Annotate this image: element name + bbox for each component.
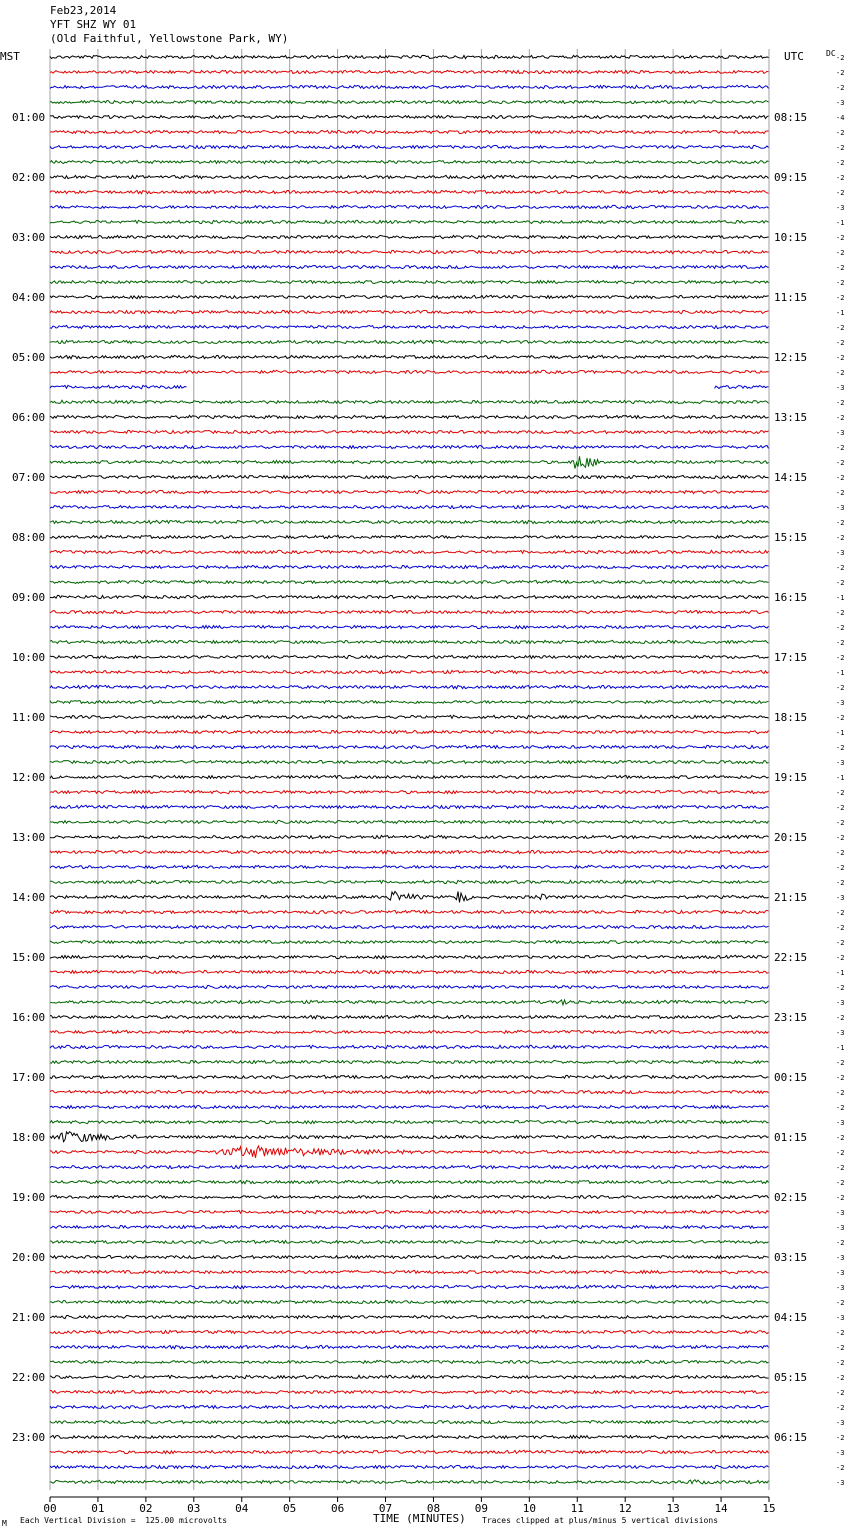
utc-hour-label: 16:15 xyxy=(774,591,808,604)
x-tick-label: 09 xyxy=(474,1502,489,1515)
mst-hour-label: 06:00 xyxy=(12,411,46,424)
seismic-trace xyxy=(50,160,769,163)
plot-date: Feb23,2014 xyxy=(50,4,117,17)
dc-offset-label: -3 xyxy=(836,1479,845,1487)
utc-hour-label: 20:15 xyxy=(774,831,808,844)
dc-offset-label: -2 xyxy=(836,1059,845,1067)
utc-hour-label: 21:15 xyxy=(774,891,808,904)
mst-hour-label: 04:00 xyxy=(12,291,46,304)
dc-offset-label: -2 xyxy=(836,1389,845,1397)
seismic-trace xyxy=(50,1360,769,1363)
seismic-trace xyxy=(50,115,769,118)
mst-hour-label: 23:00 xyxy=(12,1431,46,1444)
dc-offset-label: -2 xyxy=(836,474,845,482)
utc-hour-label: 00:15 xyxy=(774,1071,808,1084)
dc-offset-label: -3 xyxy=(836,429,845,437)
x-tick-label: 01 xyxy=(91,1502,105,1515)
dc-offset-label: -2 xyxy=(836,324,845,332)
utc-hour-label: 22:15 xyxy=(774,951,808,964)
seismic-trace xyxy=(50,490,769,493)
seismic-trace xyxy=(50,415,769,418)
utc-hour-label: 23:15 xyxy=(774,1011,808,1024)
dc-offset-label: -2 xyxy=(836,1374,845,1382)
dc-offset-label: -2 xyxy=(836,954,845,962)
dc-offset-label: -3 xyxy=(836,1119,845,1127)
dc-offset-label: -2 xyxy=(836,459,845,467)
dc-offset-label: -3 xyxy=(836,1209,845,1217)
dc-offset-label: -2 xyxy=(836,984,845,992)
dc-offset-label: -2 xyxy=(836,264,845,272)
seismic-trace xyxy=(50,880,769,883)
seismic-trace xyxy=(50,400,769,403)
dc-offset-label: -2 xyxy=(836,519,845,527)
dc-offset-label: -3 xyxy=(836,384,845,392)
dc-offset-label: -2 xyxy=(836,1149,845,1157)
utc-hour-label: 05:15 xyxy=(774,1371,808,1384)
dc-offset-label: -2 xyxy=(836,1134,845,1142)
mst-hour-label: 17:00 xyxy=(12,1071,46,1084)
dc-offset-label: -3 xyxy=(836,999,845,1007)
dc-offset-label: -3 xyxy=(836,1284,845,1292)
seismic-trace xyxy=(50,235,769,238)
dc-offset-label: -2 xyxy=(836,1329,845,1337)
mst-hour-label: 05:00 xyxy=(12,351,46,364)
seismic-trace xyxy=(50,1180,769,1183)
utc-hour-label: 10:15 xyxy=(774,231,808,244)
seismic-trace xyxy=(50,85,769,88)
x-tick-label: 10 xyxy=(522,1502,536,1515)
dc-offset-label: -2 xyxy=(836,444,845,452)
seismic-trace xyxy=(50,745,769,748)
seismic-trace xyxy=(50,760,769,763)
right-zone-label: UTC xyxy=(784,50,804,63)
utc-hour-label: 08:15 xyxy=(774,111,808,124)
dc-offset-label: -1 xyxy=(836,309,845,317)
dc-offset-label: -2 xyxy=(836,1089,845,1097)
dc-offset-label: -2 xyxy=(836,174,845,182)
mst-hour-label: 19:00 xyxy=(12,1191,46,1204)
seismic-trace xyxy=(50,790,769,793)
seismic-trace xyxy=(50,385,769,388)
seismic-trace xyxy=(50,340,769,343)
dc-offset-label: -2 xyxy=(836,249,845,257)
mst-hour-label: 22:00 xyxy=(12,1371,46,1384)
seismic-trace xyxy=(50,266,769,269)
dc-offset-label: -1 xyxy=(836,219,845,227)
dc-offset-label: -3 xyxy=(836,1269,845,1277)
seismic-trace xyxy=(50,1225,769,1228)
dc-offset-label: -3 xyxy=(836,759,845,767)
dc-offset-label: -3 xyxy=(836,99,845,107)
seismic-trace xyxy=(50,625,769,628)
x-tick-label: 05 xyxy=(283,1502,297,1515)
dc-offset-label: -2 xyxy=(836,609,845,617)
seismic-trace xyxy=(50,670,769,673)
seismic-trace xyxy=(50,1146,769,1158)
seismic-trace xyxy=(50,1060,769,1063)
utc-hour-label: 14:15 xyxy=(774,471,808,484)
x-tick-label: 13 xyxy=(666,1502,680,1515)
seismic-trace xyxy=(50,595,769,598)
dc-offset-label: -2 xyxy=(836,1164,845,1172)
dc-offset-label: -2 xyxy=(836,1464,845,1472)
dc-offset-label: -2 xyxy=(836,1404,845,1412)
dc-offset-label: -2 xyxy=(836,1179,845,1187)
seismic-trace xyxy=(50,1030,769,1033)
seismic-trace xyxy=(50,430,769,433)
seismic-trace xyxy=(50,1000,769,1005)
dc-offset-label: -2 xyxy=(836,129,845,137)
utc-hour-label: 13:15 xyxy=(774,411,808,424)
dc-offset-label: -3 xyxy=(836,894,845,902)
seismic-trace xyxy=(50,310,769,313)
seismic-trace xyxy=(50,1075,769,1078)
seismic-trace xyxy=(50,456,769,468)
seismic-trace xyxy=(50,1375,769,1378)
seismic-trace xyxy=(50,1285,769,1288)
dc-offset-label: -2 xyxy=(836,489,845,497)
mst-hour-label: 14:00 xyxy=(12,891,46,904)
seismic-trace xyxy=(50,131,769,134)
seismic-trace xyxy=(50,370,769,373)
seismic-trace xyxy=(50,730,769,733)
seismic-trace xyxy=(50,250,769,253)
dc-offset-label: -2 xyxy=(836,339,845,347)
dc-offset-label: -2 xyxy=(836,1104,845,1112)
seismic-trace xyxy=(50,355,769,358)
dc-offset-label: -2 xyxy=(836,1359,845,1367)
dc-offset-label: -2 xyxy=(836,369,845,377)
mst-hour-label: 03:00 xyxy=(12,231,46,244)
dc-offset-label: -3 xyxy=(836,1314,845,1322)
seismic-trace xyxy=(50,101,769,104)
utc-hour-label: 03:15 xyxy=(774,1251,808,1264)
seismic-trace xyxy=(50,850,769,853)
dc-offset-label: -2 xyxy=(836,1074,845,1082)
dc-offset-label: -2 xyxy=(836,1194,845,1202)
utc-hour-label: 17:15 xyxy=(774,651,808,664)
dc-offset-label: -2 xyxy=(836,909,845,917)
seismic-trace xyxy=(50,1435,769,1438)
seismic-trace xyxy=(50,280,769,283)
seismic-trace xyxy=(50,1091,769,1094)
seismic-trace xyxy=(50,535,769,538)
seismic-trace xyxy=(50,835,769,838)
seismic-trace xyxy=(50,1480,769,1484)
dc-offset-label: -2 xyxy=(836,1239,845,1247)
dc-offset-label: -2 xyxy=(836,654,845,662)
seismic-trace xyxy=(50,1345,769,1348)
x-tick-label: 04 xyxy=(235,1502,249,1515)
mst-hour-label: 11:00 xyxy=(12,711,46,724)
dc-offset-label: -2 xyxy=(836,279,845,287)
dc-offset-label: -1 xyxy=(836,1044,845,1052)
seismic-trace xyxy=(50,940,769,943)
mst-hour-label: 20:00 xyxy=(12,1251,46,1264)
mst-hour-label: 16:00 xyxy=(12,1011,46,1024)
seismic-trace xyxy=(50,1270,769,1273)
mst-hour-label: 09:00 xyxy=(12,591,46,604)
dc-offset-label: -1 xyxy=(836,669,845,677)
dc-offset-label: -2 xyxy=(836,399,845,407)
seismic-trace xyxy=(50,1105,769,1108)
dc-offset-label: -4 xyxy=(836,114,845,122)
scale-note: Each Vertical Division = 125.00 microvolts xyxy=(20,1516,228,1525)
seismic-trace xyxy=(50,1421,769,1424)
dc-offset-label: -3 xyxy=(836,1224,845,1232)
mst-hour-label: 07:00 xyxy=(12,471,46,484)
seismic-trace xyxy=(50,1015,769,1018)
seismic-trace xyxy=(50,445,769,448)
dc-offset-label: -3 xyxy=(836,699,845,707)
left-zone-label: MST xyxy=(0,50,20,63)
dc-offset-label: -2 xyxy=(836,714,845,722)
seismic-trace xyxy=(50,520,769,523)
dc-offset-label: -2 xyxy=(836,84,845,92)
seismic-trace xyxy=(50,1405,769,1408)
dc-offset-label: -2 xyxy=(836,1434,845,1442)
seismic-trace xyxy=(50,1165,769,1168)
dc-offset-label: -2 xyxy=(836,294,845,302)
dc-offset-label: -2 xyxy=(836,684,845,692)
dc-offset-label: -2 xyxy=(836,354,845,362)
utc-hour-label: 15:15 xyxy=(774,531,808,544)
utc-hour-label: 18:15 xyxy=(774,711,808,724)
seismic-trace xyxy=(50,926,769,929)
seismic-trace xyxy=(50,970,769,973)
dc-offset-label: -2 xyxy=(836,864,845,872)
seismic-trace xyxy=(50,640,769,643)
utc-hour-label: 12:15 xyxy=(774,351,808,364)
dc-offset-label: -2 xyxy=(836,564,845,572)
x-tick-label: 03 xyxy=(187,1502,201,1515)
dc-offset-label: -3 xyxy=(836,204,845,212)
seismic-trace xyxy=(50,190,769,193)
mst-hour-label: 12:00 xyxy=(12,771,46,784)
seismic-trace xyxy=(50,55,769,58)
seismic-trace xyxy=(50,175,769,178)
dc-offset-label: -2 xyxy=(836,819,845,827)
x-tick-label: 15 xyxy=(762,1502,776,1515)
x-axis-title: TIME (MINUTES) xyxy=(373,1512,466,1525)
dc-offset-label: -2 xyxy=(836,804,845,812)
mst-hour-label: 15:00 xyxy=(12,951,46,964)
x-tick-label: 11 xyxy=(570,1502,584,1515)
x-tick-label: 00 xyxy=(43,1502,57,1515)
seismic-trace xyxy=(50,1120,769,1123)
seismic-trace xyxy=(50,70,769,73)
seismic-trace xyxy=(50,1390,769,1393)
dc-offset-label: -2 xyxy=(836,849,845,857)
dc-offset-label: -2 xyxy=(836,924,845,932)
seismic-trace xyxy=(50,985,769,988)
seismic-trace xyxy=(50,1132,769,1142)
dc-offset-label: -3 xyxy=(836,504,845,512)
dc-offset-label: -2 xyxy=(836,144,845,152)
dc-offset-label: -2 xyxy=(836,69,845,77)
seismic-trace xyxy=(50,610,769,613)
seismic-trace xyxy=(50,1256,769,1259)
seismic-trace xyxy=(50,1045,769,1048)
seismic-trace xyxy=(50,505,769,508)
utc-hour-label: 19:15 xyxy=(774,771,808,784)
dc-offset-label: -2 xyxy=(836,1344,845,1352)
dc-offset-label: -2 xyxy=(836,579,845,587)
station-location: (Old Faithful, Yellowstone Park, WY) xyxy=(50,32,289,45)
x-tick-label: 08 xyxy=(426,1502,441,1515)
utc-hour-label: 11:15 xyxy=(774,291,808,304)
dc-offset-label: -2 xyxy=(836,189,845,197)
mst-hour-label: 10:00 xyxy=(12,651,46,664)
mst-hour-label: 02:00 xyxy=(12,171,46,184)
seismic-trace xyxy=(50,910,769,913)
utc-hour-label: 09:15 xyxy=(774,171,808,184)
seismic-trace xyxy=(50,700,769,703)
utc-hour-label: 06:15 xyxy=(774,1431,808,1444)
seismic-trace xyxy=(50,475,769,478)
mst-hour-label: 21:00 xyxy=(12,1311,46,1324)
seismic-trace xyxy=(50,1450,769,1453)
dc-offset-label: -2 xyxy=(836,744,845,752)
utc-hour-label: 04:15 xyxy=(774,1311,808,1324)
dc-offset-label: -3 xyxy=(836,1029,845,1037)
dc-offset-label: -2 xyxy=(836,414,845,422)
seismic-trace xyxy=(50,655,769,658)
seismic-trace xyxy=(50,820,769,823)
dc-offset-label: -1 xyxy=(836,729,845,737)
dc-offset-label: -3 xyxy=(836,1419,845,1427)
dc-offset-label: -1 xyxy=(836,969,845,977)
seismic-trace xyxy=(50,550,769,553)
x-tick-label: 14 xyxy=(714,1502,728,1515)
dc-offset-label: -3 xyxy=(836,1449,845,1457)
dc-offset-label: -2 xyxy=(836,639,845,647)
mst-hour-label: 08:00 xyxy=(12,531,46,544)
x-tick-label: 02 xyxy=(139,1502,153,1515)
station-name: YFT SHZ WY 01 xyxy=(50,18,137,31)
dc-offset-label: -1 xyxy=(836,774,845,782)
dc-label: DC xyxy=(826,49,836,58)
seismic-trace xyxy=(50,685,769,688)
seismic-trace xyxy=(50,1195,769,1198)
dc-offset-label: -2 xyxy=(836,234,845,242)
seismic-trace xyxy=(50,805,769,808)
dc-offset-label: -2 xyxy=(836,1014,845,1022)
x-tick-label: 12 xyxy=(618,1502,632,1515)
seismic-trace xyxy=(50,220,769,223)
dc-offset-label: -1 xyxy=(836,594,845,602)
clip-note: Traces clipped at plus/minus 5 vertical divisions xyxy=(482,1516,719,1525)
dc-offset-label: -2 xyxy=(836,879,845,887)
seismic-trace xyxy=(50,295,769,298)
seismic-trace xyxy=(50,1315,769,1318)
x-tick-label: 07 xyxy=(378,1502,393,1515)
dc-offset-label: -2 xyxy=(836,789,845,797)
mst-hour-label: 18:00 xyxy=(12,1131,46,1144)
dc-offset-label: -2 xyxy=(836,624,845,632)
seismic-trace xyxy=(50,565,769,568)
seismic-trace xyxy=(50,1330,769,1333)
seismic-trace xyxy=(50,1240,769,1243)
dc-offset-label: -2 xyxy=(836,54,845,62)
mst-hour-label: 01:00 xyxy=(12,111,46,124)
seismic-trace xyxy=(50,775,769,778)
dc-offset-label: -3 xyxy=(836,1254,845,1262)
seismic-trace xyxy=(50,145,769,148)
seismic-trace xyxy=(50,955,769,958)
seismic-trace xyxy=(50,715,769,718)
dc-offset-label: -2 xyxy=(836,834,845,842)
seismic-trace xyxy=(50,580,769,583)
seismic-trace xyxy=(50,1465,769,1468)
x-tick-label: 06 xyxy=(330,1502,345,1515)
dc-offset-label: -2 xyxy=(836,939,845,947)
seismic-trace xyxy=(50,205,769,208)
dc-offset-label: -2 xyxy=(836,534,845,542)
seismic-trace xyxy=(50,1300,769,1303)
dc-offset-label: -2 xyxy=(836,1299,845,1307)
dc-offset-label: -2 xyxy=(836,159,845,167)
utc-hour-label: 01:15 xyxy=(774,1131,808,1144)
seismic-trace xyxy=(50,1210,769,1213)
seismic-trace xyxy=(50,325,769,328)
seismic-trace xyxy=(50,891,769,902)
seismic-trace xyxy=(50,865,769,868)
dc-offset-label: -3 xyxy=(836,549,845,557)
footer-left-mark: M xyxy=(2,1519,7,1528)
mst-hour-label: 13:00 xyxy=(12,831,46,844)
utc-hour-label: 02:15 xyxy=(774,1191,808,1204)
